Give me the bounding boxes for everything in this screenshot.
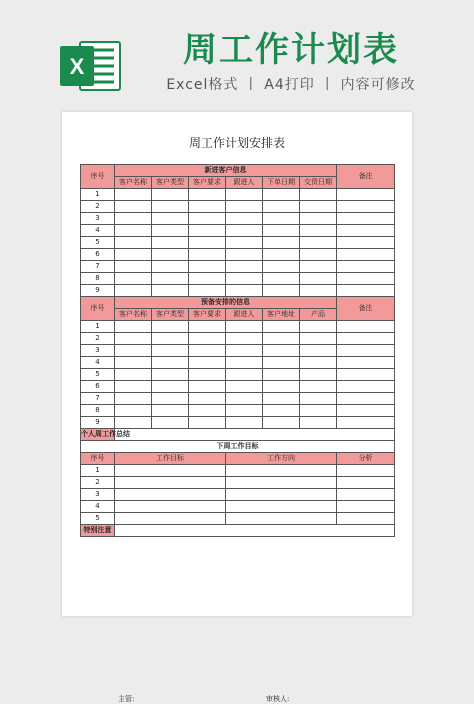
table-cell[interactable]	[263, 369, 300, 381]
table-cell[interactable]	[337, 321, 395, 333]
table-cell[interactable]	[300, 333, 337, 345]
table-cell[interactable]	[263, 417, 300, 429]
table-row	[81, 297, 395, 309]
table-cell[interactable]	[115, 417, 152, 429]
table-cell[interactable]	[115, 285, 152, 297]
table-cell[interactable]	[300, 213, 337, 225]
document-title: 周工作计划安排表	[188, 136, 285, 150]
table-cell[interactable]	[263, 285, 300, 297]
table-cell[interactable]	[300, 369, 337, 381]
section2-remark-header: 备注	[337, 297, 395, 321]
table-cell[interactable]	[115, 261, 152, 273]
table-cell[interactable]	[337, 201, 395, 213]
table-cell[interactable]	[226, 261, 263, 273]
excel-logo-icon	[58, 36, 124, 96]
svg-text:X: X	[69, 54, 85, 79]
table-row	[81, 321, 395, 333]
table-row	[81, 189, 395, 201]
table-cell[interactable]	[152, 237, 189, 249]
table-cell[interactable]	[152, 249, 189, 261]
table-cell[interactable]	[152, 405, 189, 417]
section1-column-header: 客户名称	[115, 177, 152, 189]
table-cell[interactable]	[226, 189, 263, 201]
row-number: 8	[81, 273, 115, 285]
row-number: 2	[81, 477, 115, 489]
table-cell[interactable]	[263, 333, 300, 345]
table-cell[interactable]	[337, 213, 395, 225]
table-cell[interactable]	[115, 189, 152, 201]
table-cell[interactable]	[115, 273, 152, 285]
table-cell[interactable]	[226, 489, 337, 501]
table-row	[81, 429, 395, 441]
table-row	[81, 369, 395, 381]
section1-column-header: 跟进人	[226, 177, 263, 189]
section3-title: 下周工作目标	[81, 441, 395, 453]
table-cell[interactable]	[189, 333, 226, 345]
row-number: 9	[81, 285, 115, 297]
row-number: 4	[81, 225, 115, 237]
table-row	[81, 393, 395, 405]
table-cell[interactable]	[300, 381, 337, 393]
table-cell[interactable]	[152, 285, 189, 297]
table-cell[interactable]	[300, 417, 337, 429]
table-cell[interactable]	[300, 249, 337, 261]
table-cell[interactable]	[337, 489, 395, 501]
table-cell[interactable]	[300, 393, 337, 405]
table-row	[81, 261, 395, 273]
table-cell[interactable]	[337, 333, 395, 345]
section2-no-header: 序号	[81, 297, 115, 321]
table-cell[interactable]	[337, 369, 395, 381]
table-row	[81, 237, 395, 249]
table-cell[interactable]	[263, 225, 300, 237]
row-number: 5	[81, 369, 115, 381]
table-cell[interactable]	[226, 285, 263, 297]
table-cell[interactable]	[300, 261, 337, 273]
table-cell[interactable]	[300, 405, 337, 417]
table-row	[81, 201, 395, 213]
row-number: 8	[81, 405, 115, 417]
table-cell[interactable]	[263, 189, 300, 201]
table-cell[interactable]	[226, 381, 263, 393]
row-number: 6	[81, 381, 115, 393]
table-cell[interactable]	[300, 345, 337, 357]
section2-column-header: 跟进人	[226, 309, 263, 321]
table-cell[interactable]	[337, 501, 395, 513]
table-cell[interactable]	[300, 237, 337, 249]
table-cell[interactable]	[337, 477, 395, 489]
table-cell[interactable]	[300, 321, 337, 333]
table-cell[interactable]	[115, 393, 152, 405]
table-row	[81, 225, 395, 237]
section3-column-header: 分析	[337, 453, 395, 465]
table-cell[interactable]	[300, 357, 337, 369]
section1-title: 新进客户信息	[115, 165, 337, 177]
table-row	[81, 381, 395, 393]
table-cell[interactable]	[226, 213, 263, 225]
table-cell[interactable]	[115, 321, 152, 333]
table-cell[interactable]	[337, 285, 395, 297]
table-cell[interactable]	[115, 249, 152, 261]
table-cell[interactable]	[115, 477, 226, 489]
table-row	[81, 525, 395, 537]
table-cell[interactable]	[115, 213, 152, 225]
table-cell[interactable]	[189, 393, 226, 405]
section3-column-header: 工作目标	[115, 453, 226, 465]
section1-column-header: 客户类型	[152, 177, 189, 189]
table-cell[interactable]	[189, 345, 226, 357]
row-number: 1	[81, 465, 115, 477]
table-cell[interactable]	[226, 345, 263, 357]
table-cell[interactable]	[263, 345, 300, 357]
table-cell[interactable]	[115, 345, 152, 357]
section3-column-header: 工作方向	[226, 453, 337, 465]
table-cell[interactable]	[189, 417, 226, 429]
table-cell[interactable]	[337, 465, 395, 477]
table-cell[interactable]	[152, 381, 189, 393]
table-cell[interactable]	[226, 501, 337, 513]
table-cell[interactable]	[189, 225, 226, 237]
table-row	[81, 465, 395, 477]
table-cell[interactable]	[226, 393, 263, 405]
table-cell[interactable]	[189, 273, 226, 285]
table-cell[interactable]	[115, 201, 152, 213]
table-row	[81, 441, 395, 453]
table-row	[81, 345, 395, 357]
table-cell[interactable]	[189, 213, 226, 225]
table-cell[interactable]	[226, 513, 337, 525]
table-cell[interactable]	[115, 489, 226, 501]
section1-column-header: 下单日期	[263, 177, 300, 189]
document-sheet	[62, 112, 412, 703]
table-cell[interactable]	[263, 249, 300, 261]
table-cell[interactable]	[189, 321, 226, 333]
table-cell[interactable]	[226, 333, 263, 345]
table-cell[interactable]	[115, 237, 152, 249]
table-cell[interactable]	[337, 405, 395, 417]
table-cell[interactable]	[300, 189, 337, 201]
section1-no-header: 序号	[81, 165, 115, 189]
page-title: 周工作计划表	[183, 30, 399, 70]
table-cell[interactable]	[152, 213, 189, 225]
row-number: 1	[81, 189, 115, 201]
supervisor-label: 主管:	[118, 695, 135, 703]
row-number: 5	[81, 513, 115, 525]
table-cell[interactable]	[115, 333, 152, 345]
summary-label: 个人周工作总结	[81, 429, 115, 441]
table-cell[interactable]	[263, 393, 300, 405]
table-cell[interactable]	[152, 189, 189, 201]
table-cell[interactable]	[189, 237, 226, 249]
reviewer-label: 审核人:	[266, 695, 290, 703]
special-notes-label: 特别注意	[81, 525, 115, 537]
table-row	[81, 417, 395, 429]
table-cell[interactable]	[152, 393, 189, 405]
table-cell[interactable]	[263, 405, 300, 417]
table-cell[interactable]	[263, 381, 300, 393]
table-cell[interactable]	[152, 333, 189, 345]
row-number: 3	[81, 345, 115, 357]
section2-column-header: 客户要求	[189, 309, 226, 321]
table-row	[81, 357, 395, 369]
section1-column-header: 交货日期	[300, 177, 337, 189]
row-number: 2	[81, 201, 115, 213]
table-cell[interactable]	[337, 345, 395, 357]
table-row	[81, 249, 395, 261]
table-cell[interactable]	[115, 381, 152, 393]
section2-column-header: 客户地址	[263, 309, 300, 321]
table-cell[interactable]	[189, 357, 226, 369]
table-cell[interactable]	[263, 321, 300, 333]
row-number: 4	[81, 501, 115, 513]
table-cell[interactable]	[337, 237, 395, 249]
table-cell[interactable]	[300, 285, 337, 297]
table-cell[interactable]	[300, 225, 337, 237]
table-cell[interactable]	[300, 201, 337, 213]
schedule-table	[80, 164, 395, 537]
table-cell[interactable]	[152, 273, 189, 285]
table-cell[interactable]	[337, 417, 395, 429]
section2-column-header: 客户名称	[115, 309, 152, 321]
table-row	[81, 165, 395, 177]
table-row	[81, 285, 395, 297]
table-cell[interactable]	[263, 261, 300, 273]
row-number: 1	[81, 321, 115, 333]
row-number: 7	[81, 261, 115, 273]
table-row	[81, 273, 395, 285]
table-cell[interactable]	[189, 405, 226, 417]
row-number: 2	[81, 333, 115, 345]
table-cell[interactable]	[263, 273, 300, 285]
row-number: 9	[81, 417, 115, 429]
table-cell[interactable]	[115, 465, 226, 477]
table-cell[interactable]	[226, 417, 263, 429]
table-cell[interactable]	[152, 369, 189, 381]
row-number: 7	[81, 393, 115, 405]
table-cell[interactable]	[226, 273, 263, 285]
table-cell[interactable]	[300, 273, 337, 285]
table-cell[interactable]	[115, 357, 152, 369]
table-cell[interactable]	[115, 501, 226, 513]
table-row	[81, 513, 395, 525]
table-cell[interactable]	[115, 405, 152, 417]
table-cell[interactable]	[337, 357, 395, 369]
section2-column-header: 产品	[300, 309, 337, 321]
table-row	[81, 405, 395, 417]
table-cell[interactable]	[337, 225, 395, 237]
row-number: 6	[81, 249, 115, 261]
table-cell[interactable]	[226, 357, 263, 369]
table-cell[interactable]	[263, 357, 300, 369]
table-cell[interactable]	[337, 189, 395, 201]
table-cell[interactable]	[337, 393, 395, 405]
table-cell[interactable]	[263, 213, 300, 225]
table-cell[interactable]	[226, 321, 263, 333]
table-cell[interactable]	[189, 285, 226, 297]
table-cell[interactable]	[337, 513, 395, 525]
table-cell[interactable]	[152, 417, 189, 429]
table-cell[interactable]	[115, 513, 226, 525]
table-cell[interactable]	[337, 249, 395, 261]
table-cell[interactable]	[337, 273, 395, 285]
table-cell[interactable]	[263, 237, 300, 249]
table-cell[interactable]	[115, 369, 152, 381]
table-cell[interactable]	[263, 201, 300, 213]
table-cell[interactable]	[337, 261, 395, 273]
table-cell[interactable]	[226, 225, 263, 237]
table-cell[interactable]	[226, 405, 263, 417]
table-cell[interactable]	[189, 261, 226, 273]
table-row	[81, 453, 395, 465]
page-subtitle: Excel格式 丨 A4打印 丨 内容可修改	[166, 77, 416, 93]
summary-cell[interactable]	[115, 429, 395, 441]
table-cell[interactable]	[226, 249, 263, 261]
section2-column-header: 客户类型	[152, 309, 189, 321]
special-notes-cell[interactable]	[115, 525, 395, 537]
table-cell[interactable]	[152, 261, 189, 273]
section1-column-header: 客户要求	[189, 177, 226, 189]
table-cell[interactable]	[152, 225, 189, 237]
table-cell[interactable]	[115, 225, 152, 237]
table-cell[interactable]	[226, 201, 263, 213]
section3-no-header: 序号	[81, 453, 115, 465]
table-cell[interactable]	[189, 369, 226, 381]
table-row	[81, 489, 395, 501]
row-number: 4	[81, 357, 115, 369]
row-number: 3	[81, 489, 115, 501]
table-cell[interactable]	[152, 357, 189, 369]
table-cell[interactable]	[226, 369, 263, 381]
table-cell[interactable]	[152, 321, 189, 333]
table-cell[interactable]	[152, 201, 189, 213]
table-cell[interactable]	[152, 345, 189, 357]
table-row	[81, 501, 395, 513]
row-number: 3	[81, 213, 115, 225]
table-cell[interactable]	[337, 381, 395, 393]
section2-title: 预备安排的信息	[115, 297, 337, 309]
section1-remark-header: 备注	[337, 165, 395, 189]
table-cell[interactable]	[226, 477, 337, 489]
table-cell[interactable]	[189, 201, 226, 213]
table-row	[81, 333, 395, 345]
row-number: 5	[81, 237, 115, 249]
table-cell[interactable]	[189, 189, 226, 201]
table-row	[81, 213, 395, 225]
table-cell[interactable]	[226, 237, 263, 249]
table-cell[interactable]	[189, 381, 226, 393]
table-cell[interactable]	[189, 249, 226, 261]
table-row	[81, 477, 395, 489]
table-cell[interactable]	[226, 465, 337, 477]
page-header	[0, 0, 474, 112]
